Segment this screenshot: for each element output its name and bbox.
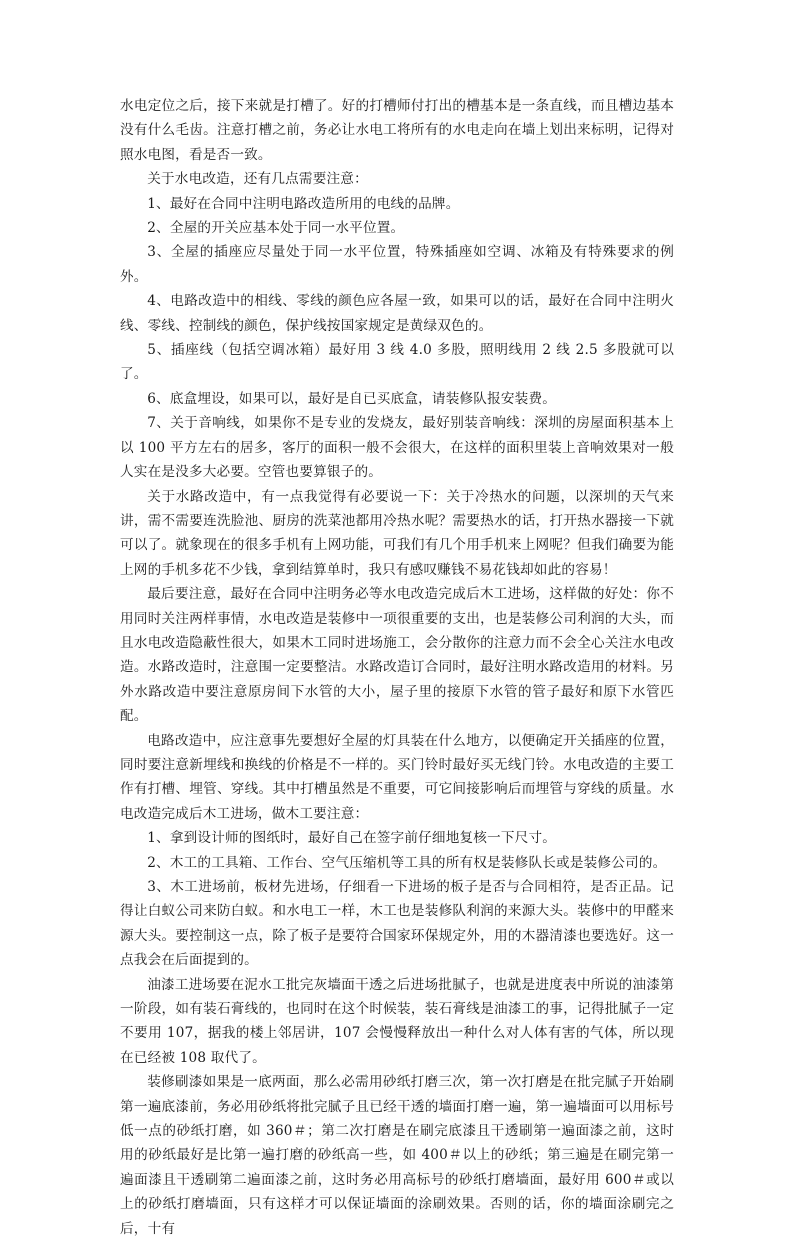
paragraph-electric-renovation: 电路改造中，应注意事先要想好全屋的灯具装在什么地方，以便确定开关插座的位置，同时要注意新埋线和换线的价格是不一样的。买门铃时最好买无线门铃。水电改造的主要工作有打槽、埋管、穿线。其中打槽虽然是不重要，可它间接影响后而埋管与穿线的质量。水电改造完成后木工进场，做木工要注意： <box>120 732 674 822</box>
list-item-2: 2、全屋的开关应基本处于同一水平位置。 <box>147 220 405 237</box>
list-item-5: 5、插座线（包括空调冰箱）最好用 3 线 4.0 多股，照明线用 2 线 2.5 多股就可以了。 <box>120 342 674 383</box>
list-item-7: 7、关于音响线，如果你不是专业的发烧友，最好别装音响线：深圳的房屋面积基本上以 100 平方左右的居多，客厅的面积一般不会很大，在这样的面积里装上音响效果对一般人实在是没多大必要。空管也要算银子的。 <box>120 415 674 481</box>
carpentry-item-2: 2、木工的工具箱、工作台、空气压缩机等工具的所有权是装修队长或是装修公司的。 <box>147 854 667 871</box>
document-body <box>120 94 674 1241</box>
paragraph-painter-putty: 油漆工进场要在泥水工批完灰墙面干透之后进场批腻子，也就是进度表中所说的油漆第一阶段，如有装石膏线的，也同时在这个时候装，装石膏线是油漆工的事，记得批腻子一定不要用 107，据我的楼上邻居讲，107 会慢慢释放出一种什么对人体有害的气体，所以现在已经被 108 取代了。 <box>120 976 674 1066</box>
carpentry-item-3: 3、木工进场前，板材先进场，仔细看一下进场的板子是否与合同相符，是否正品。记得让白蚁公司来防白蚁。和水电工一样，木工也是装修队利润的来源大头。装修中的甲醛来源大头。要控制这一点，除了板子是要符合国家环保规定外，用的木器清漆也要选好。这一点我会在后面提到的。 <box>120 879 674 969</box>
paragraph-contract-note: 最后要注意，最好在合同中注明务必等水电改造完成后木工进场，这样做的好处：你不用同时关注两样事情，水电改造是装修中一项很重要的支出，也是装修公司利润的大头，而且水电改造隐蔽性很大，如果木工同时进场施工，会分散你的注意力而不会全心关注水电改造。水路改造时，注意围一定要整洁。水路改造订合同时，最好注明水路改造用的材料。另外水路改造中要注意原房间下水管的大小，屋子里的接原下水管的管子最好和原下水管匹配。 <box>120 586 674 725</box>
paragraph-notes-heading: 关于水电改造，还有几点需要注意： <box>147 171 368 188</box>
list-item-6: 6、底盒埋设，如果可以，最好是自已买底盒，请装修队报安装费。 <box>147 390 557 407</box>
list-item-3: 3、全屋的插座应尽量处于同一水平位置，特殊插座如空调、冰箱及有特殊要求的例外。 <box>120 244 674 285</box>
list-item-1: 1、最好在合同中注明电路改造所用的电线的品牌。 <box>147 195 460 212</box>
paragraph-intro: 水电定位之后，接下来就是打槽了。好的打槽师付打出的槽基本是一条直线，而且槽边基本没有什么毛齿。注意打槽之前，务必让水电工将所有的水电走向在墙上划出来标明，记得对照水电图，看是否一致。 <box>120 98 674 163</box>
paragraph-water-hot-cold: 关于水路改造中，有一点我觉得有必要说一下：关于冷热水的问题，以深圳的天气来讲，需不需要连洗脸池、厨房的洗菜池都用冷热水呢？需要热水的话，打开热水器接一下就可以了。就象现在的很多手机有上网功能，可我们有几个用手机来上网呢？但我们确要为能上网的手机多花不少钱，拿到结算单时，我只有感叹赚钱不易花钱却如此的容易！ <box>120 488 674 578</box>
carpentry-item-1: 1、拿到设计师的图纸时，最好自己在签字前仔细地复核一下尺寸。 <box>147 830 557 847</box>
list-item-4: 4、电路改造中的相线、零线的颜色应各屋一致，如果可以的话，最好在合同中注明火线、零线、控制线的颜色，保护线按国家规定是黄绿双色的。 <box>120 293 674 334</box>
paragraph-sanding: 装修刷漆如果是一底两面，那么必需用砂纸打磨三次，第一次打磨是在批完腻子开始刷第一遍底漆前，务必用砂纸将批完腻子且已经干透的墙面打磨一遍，第一遍墙面可以用标号低一点的砂纸打磨，如 360＃；第二次打磨是在刷完底漆且干透刷第一遍面漆之前，这时用的砂纸最好是比第一遍打磨的砂纸高一些，如 400＃以上的砂纸；第三遍是在刷完第一遍面漆且干透刷第二遍面漆之前，这时务必用高标号的砂纸打磨墙面，最好用 600＃或以上的砂纸打磨墙面，只有这样才可以保证墙面的涂刷效果。否则的话，你的墙面涂刷完之后，十有 <box>120 1074 674 1237</box>
